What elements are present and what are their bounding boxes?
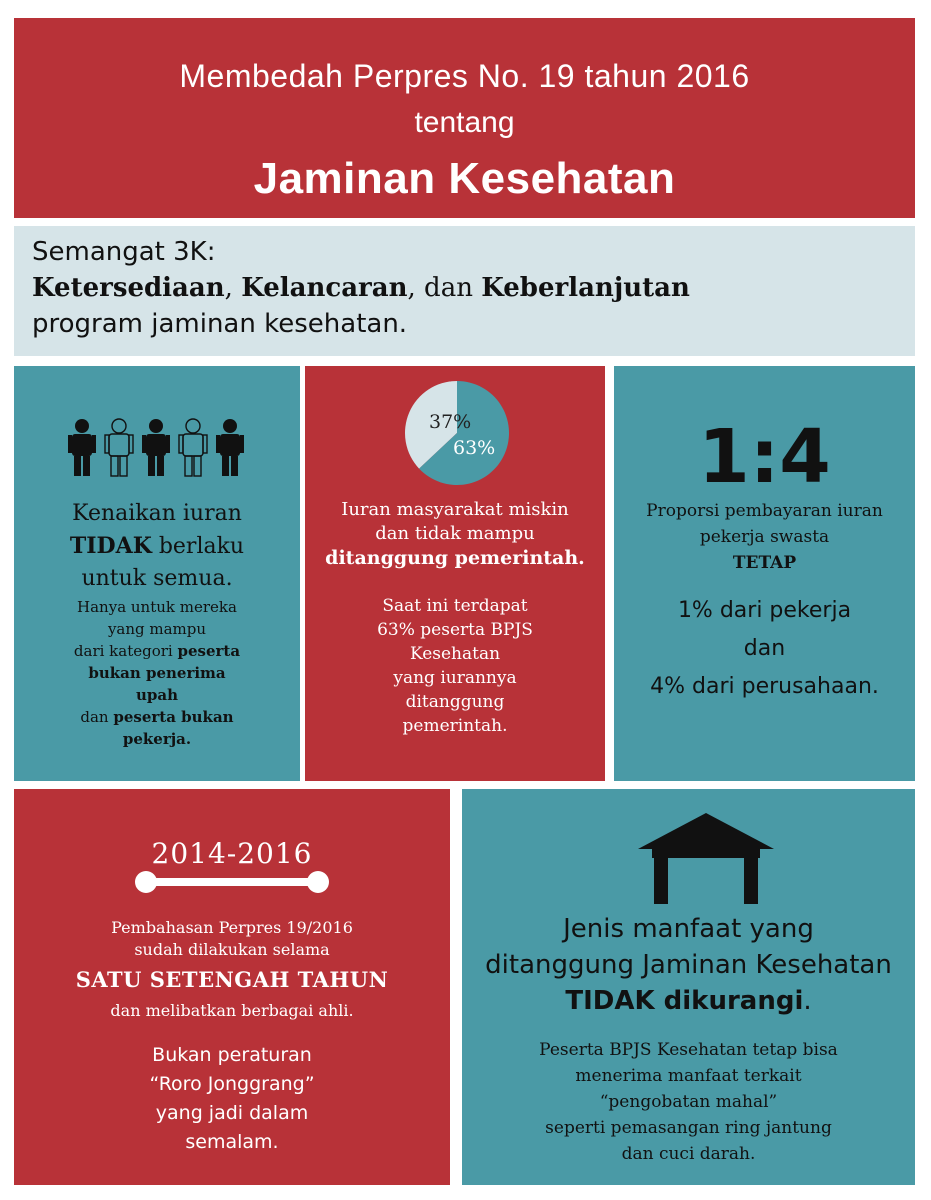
panel5-line-3-end: . (803, 986, 812, 1016)
panel-government-subsidy (305, 366, 605, 781)
panel1-line-2-rest: berlaku (151, 534, 245, 559)
panel4-quote (14, 1041, 450, 1157)
panel3-headline (614, 498, 915, 576)
panel1-note-3a: dari kategori (73, 642, 178, 660)
panel5-headline (462, 911, 915, 1019)
panel5-note-2: menerima manfaat terkait (575, 1066, 802, 1086)
spirit-keywords (32, 270, 915, 306)
panel2-note-5: ditanggung (405, 692, 505, 712)
spirit-subline: program jaminan kesehatan. (32, 309, 408, 339)
panel4-quote-1: Bukan peraturan (152, 1044, 312, 1066)
panel5-line-1: Jenis manfaat yang (563, 914, 814, 944)
panel1-note-6 (14, 706, 300, 728)
person-solid-icon-2 (142, 419, 170, 476)
panel5-line-2: ditanggung Jaminan Kesehatan (485, 950, 892, 980)
timeline-bar-icon (132, 867, 332, 897)
title-line-3: Jaminan Kesehatan (253, 154, 676, 203)
panel3-big-3: 4% dari perusahaan. (650, 674, 879, 699)
panel4-line-2: sudah dilakukan selama (134, 940, 330, 959)
panel4-line-3: SATU SETENGAH TAHUN (75, 967, 389, 992)
spirit-box (14, 226, 915, 356)
keyword-separator-2: , dan (407, 273, 482, 303)
title-banner (14, 18, 915, 218)
panel2-line-3 (305, 546, 605, 571)
panel3-line-3-bold: TETAP (732, 553, 797, 573)
panel4-line-1: Pembahasan Perpres 19/2016 (111, 918, 353, 937)
panel2-line-1: Iuran masyarakat miskin (341, 499, 569, 520)
panel1-note-2: yang mampu (107, 620, 207, 638)
pie-label-37: 37% (429, 411, 472, 433)
panel1-note-1: Hanya untuk mereka (77, 598, 237, 616)
panel4-quote-4: semalam. (185, 1131, 279, 1153)
panel-discussion-period (14, 789, 450, 1185)
panel4-quote-3: yang jadi dalam (155, 1102, 309, 1124)
panel1-note-7 (14, 728, 300, 750)
panel5-note-3: “pengobatan mahal” (599, 1092, 778, 1112)
panel2-headline (305, 498, 605, 571)
panel1-note-7-bold: pekerja. (122, 730, 192, 748)
keyword-keberlanjutan: Keberlanjutan (481, 273, 690, 303)
panel1-note-4 (14, 662, 300, 684)
person-solid-icon-1 (68, 419, 96, 476)
panel-benefits (462, 789, 915, 1185)
panel1-line-2 (14, 530, 300, 563)
panel4-intro (14, 917, 450, 961)
panel1-note-5 (14, 684, 300, 706)
panel2-note-3: Kesehatan (409, 644, 501, 664)
panel1-note-6b: peserta bukan (113, 708, 234, 726)
panel5-note (462, 1037, 915, 1167)
house-icon (636, 811, 776, 905)
panel3-line-3 (614, 550, 915, 576)
panel5-line-3 (462, 983, 915, 1019)
panel3-detail (614, 592, 915, 706)
panel-contribution-increase (14, 366, 300, 781)
panel2-note (305, 594, 605, 738)
panel1-line-3: untuk semua. (81, 566, 233, 591)
panel3-big-2: dan (743, 636, 786, 661)
panel2-note-6: pemerintah. (402, 716, 508, 736)
panel4-line-4: dan melibatkan berbagai ahli. (110, 1001, 354, 1020)
pie-chart (397, 381, 517, 485)
panel4-quote-2: “Roro Jonggrang” (149, 1073, 315, 1095)
title-line-2: tentang (414, 106, 515, 139)
panel3-line-2: pekerja swasta (699, 527, 830, 547)
period-label: 2014-2016 (151, 837, 313, 870)
panel1-note-5-bold: upah (135, 686, 179, 704)
spirit-heading: Semangat 3K: (32, 237, 216, 267)
keyword-separator-1: , (224, 273, 242, 303)
person-outline-icon-1 (105, 419, 133, 476)
panel5-note-4: seperti pemasangan ring jantung (545, 1118, 832, 1138)
panel1-note-4-bold: bukan penerima (88, 664, 226, 682)
pie-label-63: 63% (453, 437, 496, 459)
panel1-note-3 (14, 640, 300, 662)
panel2-line-2: dan tidak mampu (375, 523, 535, 544)
people-icon (66, 418, 246, 478)
panel1-line-1: Kenaikan iuran (72, 501, 242, 526)
panel5-note-5: dan cuci darah. (621, 1144, 756, 1164)
panel2-note-2: 63% peserta BPJS (377, 620, 533, 640)
panel1-headline (14, 498, 300, 595)
panel-contribution-ratio (614, 366, 915, 781)
panel3-line-1: Proporsi pembayaran iuran (646, 501, 883, 521)
person-solid-icon-3 (216, 419, 244, 476)
panel1-note-6a: dan (80, 708, 114, 726)
panel5-line-3-bold: TIDAK dikurangi (565, 986, 804, 1016)
keyword-ketersediaan: Ketersediaan (32, 273, 225, 303)
panel5-note-1: Peserta BPJS Kesehatan tetap bisa (539, 1040, 838, 1060)
panel1-bold-tidak: TIDAK (69, 533, 152, 559)
panel1-note-3b: peserta (177, 642, 241, 660)
panel1-note (14, 596, 300, 750)
keyword-kelancaran: Kelancaran (241, 273, 408, 303)
title-line-1: Membedah Perpres No. 19 tahun 2016 (179, 58, 750, 94)
panel3-big-1: 1% dari pekerja (677, 598, 852, 623)
panel2-note-1: Saat ini terdapat (382, 596, 528, 616)
person-outline-icon-2 (179, 419, 207, 476)
ratio-value: 1:4 (698, 414, 831, 500)
panel2-note-4: yang iurannya (393, 668, 517, 688)
panel2-line-3-bold: ditanggung pemerintah. (325, 547, 585, 569)
